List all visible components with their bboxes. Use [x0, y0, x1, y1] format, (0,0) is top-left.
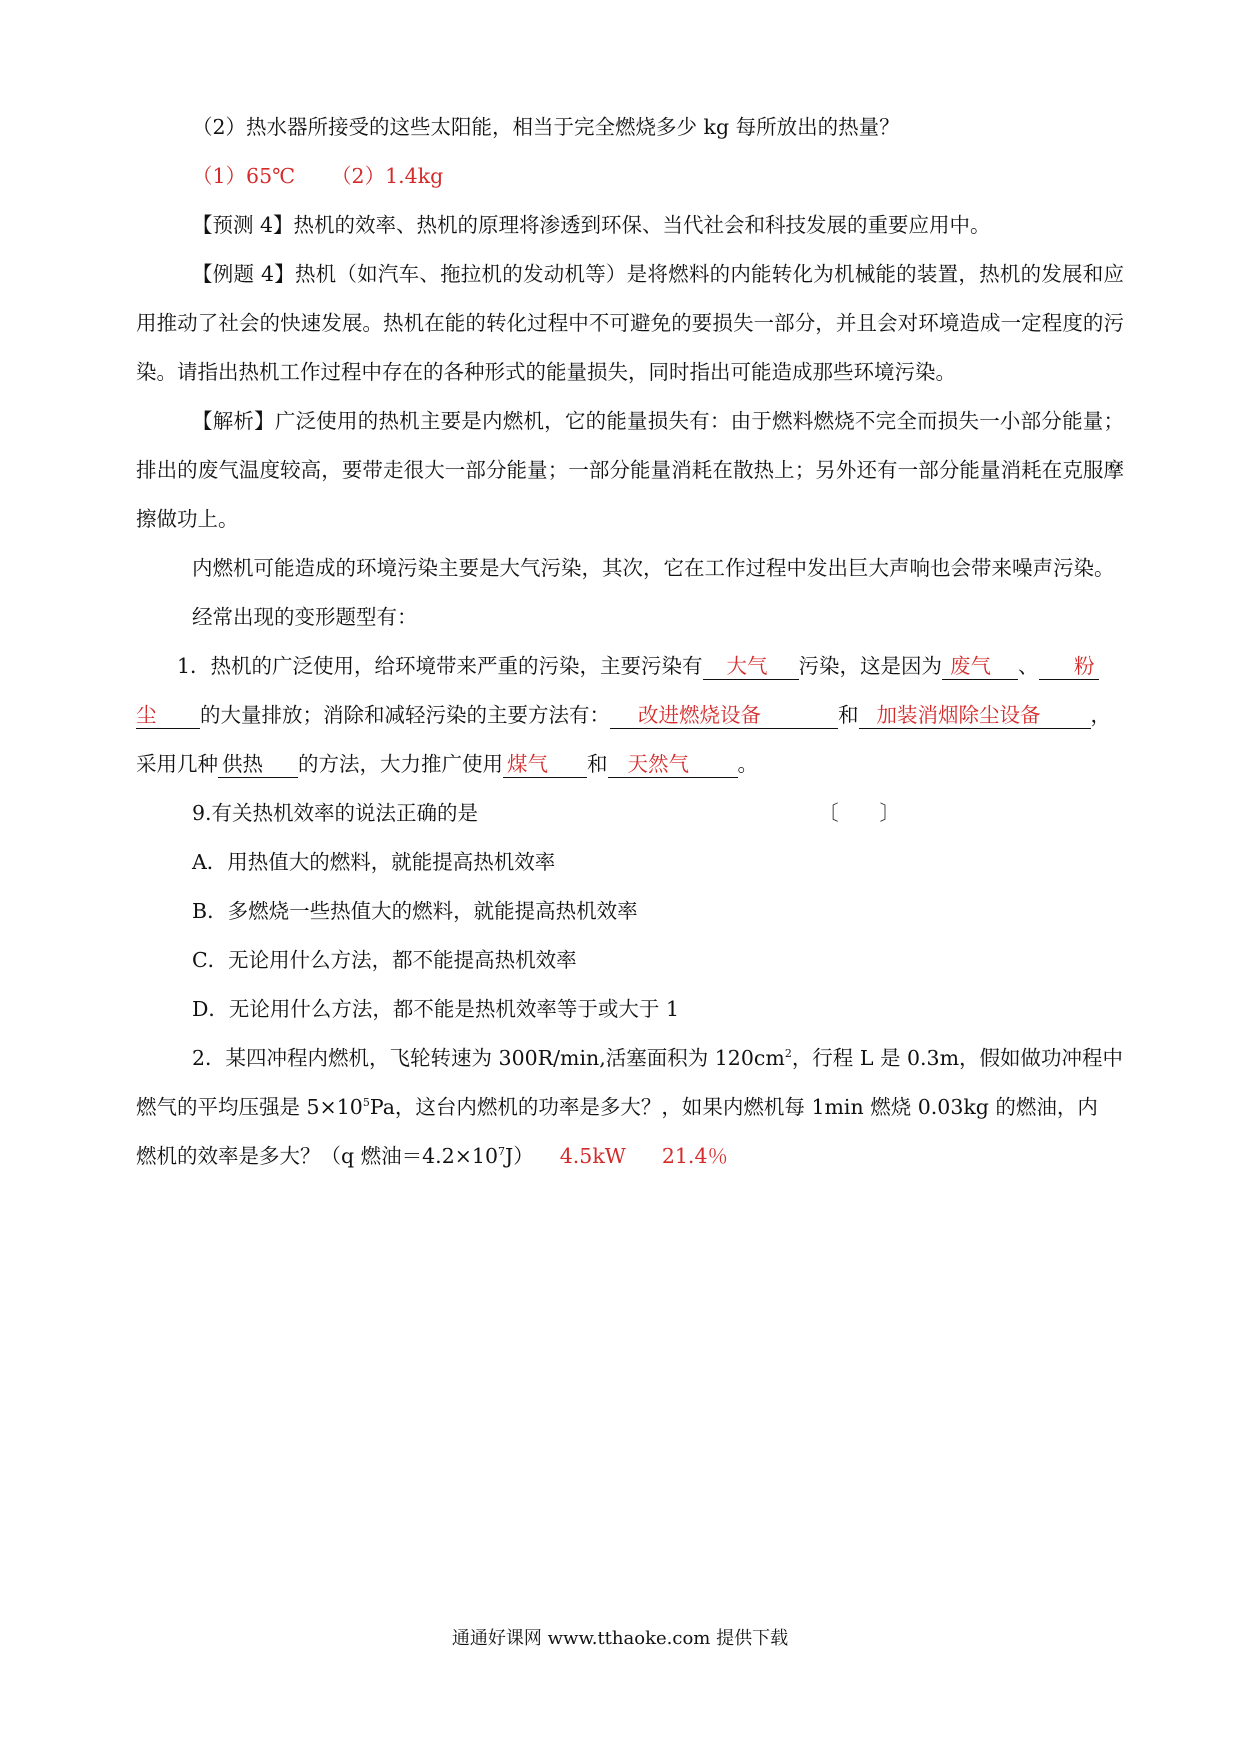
page-footer: 通通好课网 www.tthaoke.com 提供下载 — [451, 1628, 789, 1649]
q1-blank-2 — [942, 653, 1018, 680]
paragraph-question-2 — [136, 103, 1124, 152]
q9-option-b-text: B．多燃烧一些热值大的燃料，就能提高热机效率 — [192, 899, 638, 923]
q2-line-1b: ，行程 L 是 0.3m，假如做功冲程中 — [791, 1046, 1124, 1070]
q1-text-4: 的大量排放；消除和减轻污染的主要方法有： — [200, 703, 610, 727]
q2-line-3b: J） — [505, 1144, 534, 1168]
paragraph-analysis — [136, 397, 1124, 544]
q1-answer-5: 加装消烟除尘设备 — [876, 703, 1041, 727]
q2-line-1-sup: 2 — [784, 1047, 792, 1060]
q9-option-d — [136, 985, 1124, 1034]
q2-line-2b: Pa，这台内燃机的功率是多大？，如果内燃机每 1min 燃烧 0.03kg 的燃油，内 — [369, 1095, 1098, 1119]
q9-stem-text: 9.有关热机效率的说法正确的是 — [192, 801, 479, 825]
q1-text-7: 采用几种 — [136, 752, 218, 776]
question-1-line-1 — [136, 642, 1124, 691]
prediction-4-text: 【预测 4】热机的效率、热机的原理将渗透到环保、当代社会和科技发展的重要应用中。 — [192, 213, 991, 237]
q1-text-8: 的方法，大力推广使用 — [298, 752, 503, 776]
q1-blank-6 — [218, 751, 298, 778]
q9-option-c — [136, 936, 1124, 985]
q1-answer-6: 供热 — [222, 752, 263, 776]
q2-answer-efficiency: 21.4％ — [661, 1144, 728, 1168]
q1-blank-3b — [136, 702, 200, 729]
q2-line-2a: 燃气的平均压强是 5×10 — [136, 1095, 363, 1119]
q1-answer-8: 天然气 — [627, 752, 689, 776]
document-body — [136, 103, 1124, 1181]
q1-blank-7 — [503, 751, 587, 778]
q2-line-1a: 2．某四冲程内燃机，飞轮转速为 300R/min,活塞面积为 120cm — [192, 1046, 785, 1070]
q1-text-3: 、 — [1018, 654, 1039, 678]
q1-blank-1 — [703, 653, 799, 680]
q1-answer-3a: 粉 — [1074, 654, 1095, 678]
q9-option-a — [136, 838, 1124, 887]
analysis-text: 【解析】广泛使用的热机主要是内燃机，它的能量损失有：由于燃料燃烧不完全而损失一小部分能量；排出的废气温度较高，要带走很大一部分能量；一部分能量消耗在散热上；另外还有一部分能量消耗在克服摩擦做功上。 — [136, 409, 1124, 531]
example-4-text: 【例题 4】热机（如汽车、拖拉机的发动机等）是将燃料的内能转化为机械能的装置，热机的发展和应用推动了社会的快速发展。热机在能的转化过程中不可避免的要损失一部分，并且会对环境造成一定程度的污染。请指出热机工作过程中存在的各种形式的能量损失，同时指出可能造成那些环境污染。 — [136, 262, 1124, 384]
q1-answer-7: 煤气 — [507, 752, 548, 776]
q1-answer-3b: 尘 — [136, 703, 157, 727]
q2-line-3a: 燃机的效率是多大？（q 燃油＝4.2×10 — [136, 1144, 499, 1168]
pollution-text: 内燃机可能造成的环境污染主要是大气污染，其次，它在工作过程中发出巨大声响也会带来噪声污染。 — [192, 556, 1115, 580]
q9-option-b — [136, 887, 1124, 936]
q1-text-10: 。 — [737, 752, 758, 776]
question-1-line-3 — [136, 740, 1124, 789]
q1-answer-1: 大气 — [726, 654, 768, 678]
q2-line-3-sup: 7 — [498, 1145, 506, 1158]
paragraph-example-4 — [136, 250, 1124, 397]
q2-line-2-sup: 5 — [362, 1096, 370, 1109]
q1-text-5: 和 — [838, 703, 859, 727]
paragraph-pollution — [136, 544, 1124, 593]
answer-2: （2）1.4kg — [331, 164, 444, 188]
q1-text-2: 污染，这是因为 — [798, 654, 943, 678]
q9-option-a-text: A．用热值大的燃料，就能提高热机效率 — [192, 850, 556, 874]
q1-blank-3a — [1039, 653, 1099, 680]
question-2-text: （2）热水器所接受的这些太阳能，相当于完全燃烧多少 kg 每所放出的热量？ — [192, 115, 900, 139]
q2-answer-power: 4.5kW — [559, 1144, 626, 1168]
paragraph-prediction-4 — [136, 201, 1124, 250]
question-9-stem — [136, 789, 1124, 838]
q9-option-c-text: C．无论用什么方法，都不能提高热机效率 — [192, 948, 577, 972]
q9-option-d-text: D．无论用什么方法，都不能是热机效率等于或大于 1 — [192, 997, 679, 1021]
q1-text-9: 和 — [587, 752, 608, 776]
question-2-line-1 — [136, 1034, 1124, 1083]
question-1-line-2 — [136, 691, 1124, 740]
question-2-line-3 — [136, 1132, 1124, 1181]
variants-heading: 经常出现的变形题型有： — [192, 605, 418, 629]
q1-answer-4: 改进燃烧设备 — [638, 703, 761, 727]
paragraph-variants-heading — [136, 593, 1124, 642]
paragraph-answers — [136, 152, 1124, 201]
q1-text-6: ， — [1090, 703, 1111, 727]
q9-answer-bracket: 〔 〕 — [818, 801, 901, 825]
q1-blank-8 — [608, 751, 738, 778]
question-2-line-2 — [136, 1083, 1124, 1132]
q1-text-1: 1．热机的广泛使用，给环境带来严重的污染，主要污染有 — [177, 654, 703, 678]
q1-answer-2: 废气 — [950, 654, 992, 678]
q1-blank-5 — [859, 702, 1091, 729]
q1-blank-4 — [610, 702, 838, 729]
answer-1: （1）65℃ — [192, 164, 296, 188]
